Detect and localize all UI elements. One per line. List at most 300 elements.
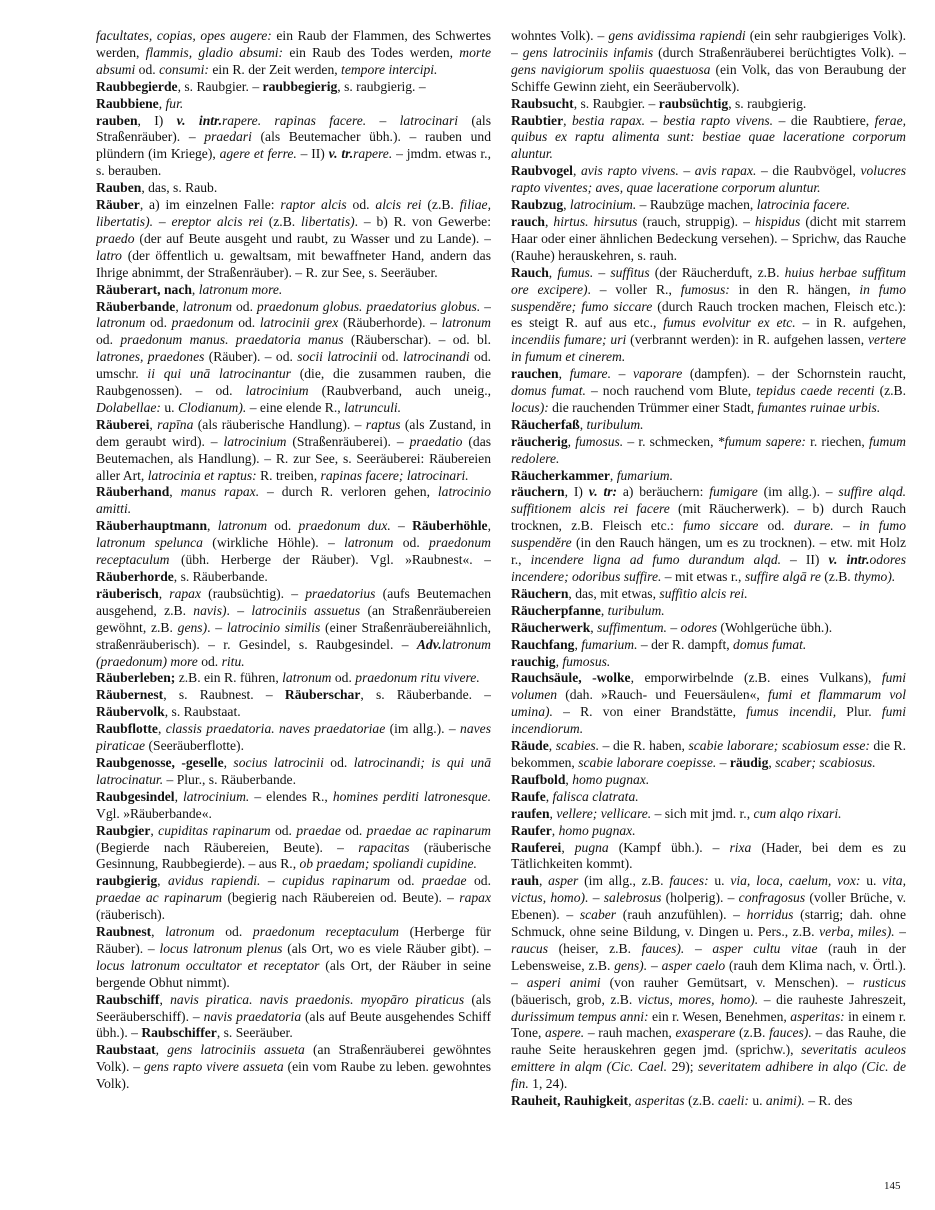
latin-text: suffitio alcis rei. (659, 585, 748, 601)
latin-text: praedonum receptaculum (252, 924, 399, 940)
headword: Raubnest (96, 924, 152, 940)
latin-text: severitatem adhibere in alqo (Cic. de fin. (511, 1059, 906, 1092)
entry-text: – R. von einer Brandstätte, (552, 704, 747, 720)
entry-text: (dicht mit starrem Haar oder einer ähnlichen Bedeckung versehen). – Sprichw, das Rauche (Rauhe) herauskehren, s. rauh. (511, 213, 906, 263)
latin-text: latronum (praedonum) more (96, 636, 491, 669)
headword: Rauchfang (511, 636, 575, 652)
entry-text: od. (214, 924, 253, 940)
entry-text: , (487, 518, 491, 534)
dictionary-entry (96, 96, 491, 113)
latin-text: Dolabellae: (96, 399, 161, 415)
entry-text: , (169, 484, 181, 500)
latin-text: fauces). (641, 940, 685, 956)
latin-text: filiae, libertatis). – ereptor alcis rei (96, 197, 491, 229)
headword: Rauben (96, 180, 142, 196)
entry-text: (z.B. (421, 197, 460, 213)
dictionary-entry (511, 603, 906, 620)
dictionary-entry (96, 586, 491, 671)
latin-text: fumi incendiorum. (511, 704, 906, 737)
latin-text: fur. (165, 95, 184, 111)
latin-text: Clodianum). (177, 399, 247, 415)
entry-text: (räuberische Gesinnung, Raubbegierde). – aus R., (96, 839, 491, 872)
dictionary-entry (511, 873, 906, 1093)
entry-text: , s. Raubnest. – (163, 687, 285, 703)
entry-text: (voller Brüche, v. Ebenen). – (511, 890, 906, 923)
entry-text: – rauh machen, (584, 1025, 676, 1041)
entry-text: od. (233, 315, 260, 331)
latin-text: asperitas: (790, 1008, 845, 1024)
entry-text: (z.B. (874, 383, 906, 399)
entry-text: – (588, 890, 604, 906)
latin-text: fumo siccare (683, 518, 759, 534)
latin-text: raucus (511, 940, 549, 956)
latin-text: fumarium. (581, 636, 638, 652)
entry-text: (als Zustand, in dem geraubt wird). – (96, 416, 491, 449)
entry-text: – die R. haben, (599, 738, 689, 754)
entry-text: (rauch, struppig). – (637, 213, 755, 229)
entry-text: (Seeräuberflotte). (145, 738, 244, 754)
headword: raubbegierig (262, 78, 338, 94)
latin-text: ritu. (221, 653, 245, 669)
dictionary-entry (511, 214, 906, 265)
latin-text: fumare. – vaporare (569, 366, 683, 382)
latin-text: asperi animi (526, 974, 601, 990)
dictionary-entry (96, 180, 491, 197)
dictionary-entry (96, 417, 491, 485)
headword: rauchen (511, 366, 559, 382)
entry-text: (verbrannt werden): in R. aufgehen lassen, (626, 332, 868, 348)
latin-text: durissimum tempus anni: (511, 1008, 649, 1024)
entry-text: Plur. (836, 704, 882, 720)
entry-text: (raubsüchtig). – (201, 585, 306, 601)
dictionary-entry (511, 840, 906, 874)
dictionary-entry (96, 721, 491, 755)
entry-text: od. (758, 518, 794, 534)
latin-text: praedonum dux. (298, 518, 391, 534)
entry-text: (der auf Beute ausgeht und raubt, zu Wasser und zu Lande). – (134, 230, 491, 246)
entry-text: od. (346, 197, 376, 213)
entry-text: (rauh dem Klima nach, v. Örtl.). – (511, 957, 906, 990)
entry-text: (Hader, bei dem es zu Tätlichkeiten kommt). (511, 839, 906, 872)
latin-text: severitatis aculeos emittere in alqm (Cic. Cael. (511, 1042, 906, 1075)
latin-text: latrocinia et raptus: (147, 467, 257, 483)
entry-text: (Raubverband, auch uneig., (308, 383, 491, 399)
entry-text: – durch R. verloren gehen, (259, 484, 438, 500)
headword: Räucherwerk (511, 619, 591, 635)
entry-text: – Plur., s. Räuberbande. (163, 771, 296, 787)
entry-text: (z.B. (262, 213, 302, 229)
latin-text: praedo (96, 230, 135, 246)
dictionary-entry (96, 924, 491, 992)
headword: Räubernest (96, 687, 164, 703)
entry-text: od. (232, 298, 257, 314)
latin-text: latrociniis assuetus (251, 602, 361, 618)
entry-text: (als Beutemacher übh.). – rauben und plündern (im Kriege), (96, 129, 491, 162)
grammar-label: v. tr. (328, 146, 354, 162)
entry-text: (durch Straßenräuberei berüchtigtes Volk). – (653, 44, 906, 60)
entry-text: – (894, 924, 906, 940)
latin-text: rusticus (862, 974, 906, 990)
entry-text: (in den Rauch hängen, um es zu trocknen). – etw. mit Holz r., (511, 535, 906, 568)
entry-text: , das, mit etwas, (568, 585, 660, 601)
entry-text: (einer Straßenräubereiähnlich, straßenräuberisch). – r. Gesindel, s. Raubgesindel. – (96, 619, 491, 652)
latin-text: rapax (169, 585, 201, 601)
headword: Räuberschar (284, 687, 361, 703)
headword: Räuberei (96, 416, 150, 432)
latin-text: via, loca, caelum, vox: (730, 873, 861, 889)
latin-text: rapinas facere; latrocinari. (320, 467, 469, 483)
entry-text: (ein sehr raubgieriges Volk). – (511, 28, 906, 60)
headword: Räuberart, nach (96, 281, 192, 297)
headword: Räuberhand (96, 484, 170, 500)
dictionary-entry (511, 366, 906, 417)
latin-text: fumosus: (680, 281, 730, 297)
entry-text: , das, s. Raub. (141, 180, 218, 196)
latin-text: suffimentum. – odores (597, 619, 718, 635)
entry-text: od. (267, 518, 299, 534)
entry-text: a) beräuchern: (617, 484, 710, 500)
entry-text: (als Straßenräuber). – (96, 112, 491, 145)
entry-text: , (158, 95, 166, 111)
entry-text: , (175, 298, 183, 314)
entry-text: wohntes Volk). – (511, 28, 609, 43)
latin-text: latrocinium. (182, 788, 250, 804)
entry-text: – elendes R., (249, 788, 333, 804)
latin-text: avis rapto vivens. – avis rapax. (580, 163, 757, 179)
entry-text: , (174, 788, 183, 804)
latin-text: latronum (282, 670, 332, 686)
latin-text: ob praedam; spoliandi cupidine. (299, 856, 477, 872)
entry-text: . – b) R. von Gewerbe: (354, 213, 491, 229)
latin-text: praedonum globus. praedatorius globus. – latronum (96, 298, 491, 331)
latin-text: falisca clatrata. (552, 788, 639, 804)
entry-text: – das Rauhe, die rauhe Seite herauskehren gegen jmd. (sprichw.), (511, 1025, 906, 1058)
latin-text: gens navigiorum spoliis quaestuosa (511, 61, 711, 77)
headword: Raubtier (511, 112, 564, 128)
entry-text: (von rauher Gemütsart, v. Menschen). – (600, 974, 863, 990)
entry-text: , s. raubgierig. – (337, 78, 426, 94)
headword: Raubbiene (96, 95, 159, 111)
dictionary-entry (511, 197, 906, 214)
entry-text: (der Räucherduft, z.B. (649, 264, 785, 280)
entry-text: (als räuberische Handlung). – (193, 416, 366, 432)
dictionary-entry (511, 637, 906, 654)
dictionary-entry (511, 738, 906, 772)
entry-text: – der R. dampft, (637, 636, 734, 652)
entry-text: (Wohlgerüche übh.). (717, 619, 833, 635)
headword: Räuberhöhle (412, 518, 488, 534)
entry-text: od. (323, 754, 354, 770)
entry-text: , (549, 805, 557, 821)
entry-text: , (565, 771, 573, 787)
entry-text: od. (135, 61, 160, 77)
headword: Raufe (511, 788, 546, 804)
entry-text: in den R. hängen, (729, 281, 860, 297)
dictionary-entry (511, 96, 906, 113)
latin-text: facultates, copias, opes augere: (96, 28, 272, 43)
headword: Räuberleben; (96, 670, 176, 686)
latin-text: durare. – in fumo suspendĕre (511, 518, 906, 551)
dictionary-entry (511, 789, 906, 806)
latin-text: confragosus (738, 890, 806, 906)
headword: Raubzug (511, 197, 564, 213)
entry-text: (Kampf übh.). – (608, 839, 730, 855)
dictionary-entry (511, 28, 906, 96)
latin-text: rixa (729, 839, 752, 855)
headword: Räuberhorde (96, 569, 174, 584)
entry-text: , s. Räuberbande. (173, 569, 268, 584)
latin-text: fumantes ruinae urbis. (757, 399, 881, 415)
entry-text: , I) (137, 112, 177, 128)
latin-text: domus fumat. (511, 383, 586, 399)
entry-text: , (574, 636, 582, 652)
headword: Raufbold (511, 771, 566, 787)
grammar-label: v. intr. (176, 112, 222, 128)
dictionary-entry (511, 434, 906, 468)
latin-text: verba, miles). (819, 924, 895, 940)
latin-text: exasperare (675, 1025, 736, 1041)
entry-text: , (151, 924, 166, 940)
entry-text: – (647, 957, 662, 973)
entry-text: od. (340, 822, 367, 838)
latin-text: scabie laborare coepisse. (578, 754, 717, 770)
entry-text: (z.B. (684, 1093, 718, 1109)
entry-text: (ein vom Raube zu leben. gewohntes Volk). (96, 1059, 491, 1092)
latin-text: latrocinandi (402, 349, 470, 365)
entry-text: (im allg.). – (757, 484, 839, 500)
entry-text: od. (331, 670, 356, 686)
entry-text: (ein Volk, das von Beraubung der Schiffe Gewinn zieht, ein Seeräubervolk). (511, 61, 906, 94)
latin-text: rapacitas (358, 839, 410, 855)
dictionary-entry (96, 197, 491, 282)
dictionary-entry (96, 1042, 491, 1093)
entry-text: – II) (296, 146, 329, 162)
headword: Raubschiffer (141, 1025, 217, 1041)
headword: Rauferei (511, 839, 562, 855)
entry-text: – die rauheste Jahreszeit, (758, 991, 906, 1007)
latin-text: tempore intercipi. (341, 61, 438, 77)
entry-text: die rauchenden Trümmer einer Stadt, (548, 399, 758, 415)
latin-text: latrocinium (245, 383, 309, 399)
entry-text: , (544, 213, 554, 229)
grammar-label: v. tr: (588, 484, 618, 500)
dictionary-entry (511, 620, 906, 637)
headword: Raubgesindel (96, 788, 175, 804)
entry-text: – R. des (804, 1093, 853, 1109)
entry-text: (heiser, z.B. (548, 940, 642, 956)
entry-text: , (207, 518, 218, 534)
entry-text: – r. schmecken, (623, 433, 718, 449)
headword: Räude (511, 738, 549, 754)
entry-text: (das Beutemachen, als Handlung). – R. zur See, s. Seeräuberei: Räubereien aller Art, (96, 433, 491, 483)
entry-text: (dah. »Rauch- und Feuersäulen«, (557, 687, 769, 703)
dictionary-entry (511, 113, 906, 164)
entry-text: , a) im einzelnen Falle: (139, 197, 281, 213)
headword: Räuberhauptmann (96, 518, 208, 534)
entry-text: od. umschr. (96, 349, 491, 382)
dictionary-entry (511, 468, 906, 485)
entry-text: (z.B. (820, 569, 855, 584)
headword: rauchig (511, 653, 556, 669)
latin-text: thymo). (854, 569, 896, 584)
latin-text: praedari (204, 129, 252, 145)
dictionary-entry (511, 670, 906, 738)
entry-text: – Raubzüge machen, (636, 197, 757, 213)
dictionary-entry (96, 282, 491, 299)
headword: Räuchern (511, 585, 569, 601)
entry-text: (als Seeräuberschiff). – (96, 991, 491, 1024)
dictionary-entry (511, 823, 906, 840)
latin-text: fauces: (669, 873, 709, 889)
latin-text: gens latrociniis infamis (522, 44, 654, 60)
latin-text: latrocinii grex (259, 315, 339, 331)
headword: Räucherpfanne (511, 602, 601, 618)
dictionary-entry (96, 992, 491, 1043)
entry-text: , s. Raubgier. – (177, 78, 263, 94)
entry-text: (Straßenräuberei). – (286, 433, 410, 449)
dictionary-entry (96, 755, 491, 789)
headword: rauch (511, 213, 545, 229)
latin-text: homo pugnax. (572, 771, 650, 787)
headword: Rauheit, Rauhigkeit (511, 1093, 629, 1109)
entry-text: od. (145, 315, 172, 331)
entry-text: , emporwirbelnde (z.B. eines Vulkans), (630, 670, 882, 686)
latin-text: vertere in fumum et cinerem. (511, 332, 906, 365)
latin-text: volucres rapto viventes; aves, quae laceratione corporum aluntur. (511, 163, 906, 196)
latin-text: pugna (574, 839, 609, 855)
latin-text: animi). (765, 1093, 805, 1109)
entry-text: (durch Rauch trocken machen, Fleisch etc.): es steigt R. auf aus etc., (511, 298, 906, 331)
latin-text: scaber; scabiosus. (775, 754, 876, 770)
entry-text: – (716, 754, 730, 770)
entry-text: (rauh anzufühlen). – (616, 907, 747, 923)
entry-text: , (149, 416, 158, 432)
latin-text: in fumo suspendĕre; fumo siccare (511, 281, 906, 314)
entry-text: , (567, 433, 576, 449)
dictionary-entry (96, 113, 491, 181)
entry-text: , (558, 366, 570, 382)
entry-text: u. (860, 873, 883, 889)
latin-text: vellere; vellicare. (556, 805, 652, 821)
entry-text: , (155, 1042, 168, 1058)
latin-text: fumosus. (575, 433, 624, 449)
latin-text: locus latronum plenus (159, 940, 283, 956)
latin-text: socius latrocinii (233, 754, 324, 770)
latin-text: suffire algā re (744, 569, 821, 584)
entry-text: od. (393, 535, 430, 551)
latin-text: rapīna (157, 416, 194, 432)
latin-text: libertatis) (301, 213, 355, 229)
latin-text: fumigare (709, 484, 758, 500)
left-column (96, 28, 491, 1186)
latin-text: cupiditas rapinarum (158, 822, 271, 838)
entry-text: (holperig). – (661, 890, 739, 906)
entry-text: (räuberisch). (96, 907, 166, 923)
headword: raubsüchtig (658, 95, 729, 111)
latin-text: rapax (459, 890, 491, 906)
grammar-label: Adv. (416, 636, 442, 652)
entry-text: 1, 24). (528, 1076, 568, 1092)
entry-text: ein Raub der Flammen, des Schwertes werden, (96, 28, 491, 60)
latin-text: homines perditi latronesque. (332, 788, 491, 804)
latin-text: scabies. (555, 738, 600, 754)
entry-text: , (548, 264, 558, 280)
headword: Räucherfaß (511, 416, 580, 432)
latin-text: bestia rapax. – bestia rapto vivens. (572, 112, 774, 128)
headword: Raubsucht (511, 95, 574, 111)
entry-text: (die, die zusammen rauben, die Raubgenossen). – od. (96, 366, 491, 399)
headword: Raubvogel (511, 163, 573, 179)
latin-text: scabie laborare; scabiosum esse: (688, 738, 870, 754)
entry-text: , s. raubgierig. (728, 95, 807, 111)
latin-text: latronum (217, 518, 268, 534)
right-column (511, 28, 906, 1186)
entry-text: R. treiben, (256, 467, 321, 483)
entry-text: (dampfen). – der Schornstein raucht, (682, 366, 906, 382)
latin-text: navis) (193, 602, 227, 618)
entry-text: (Räuber). – od. (204, 349, 298, 365)
entry-text: , (157, 873, 169, 889)
latin-text: gens avidissima rapiendi (608, 28, 746, 43)
latin-text: cum alqo rixari. (753, 805, 842, 821)
dictionary-entry (511, 484, 906, 585)
entry-text: (Räuberschar). – od. bl. (343, 332, 491, 348)
entry-text: – noch rauchend vom Blute, (585, 383, 757, 399)
latin-text: fumus. – suffitus (557, 264, 650, 280)
latin-text: latrunculi. (344, 399, 402, 415)
latin-text: manus rapax. (180, 484, 260, 500)
latin-text: socii latrocinii (297, 349, 378, 365)
latin-text: morte absumi (96, 44, 491, 77)
latin-text: praedonum receptaculum (96, 535, 491, 568)
headword: Raubstaat (96, 1042, 156, 1058)
latin-text: locus latronum occultator et receptator (96, 957, 320, 973)
dictionary-entry (96, 687, 491, 721)
entry-text: – die Raubvögel, (756, 163, 861, 179)
entry-text: 29); (667, 1059, 699, 1075)
latin-text: avidus rapiendi. – cupidus rapinarum (168, 873, 391, 889)
entry-text: – jmdm. etwas r., s. berauben. (96, 146, 491, 179)
entry-text: (aufs Beutemachen ausgehend, z.B. (96, 585, 491, 618)
headword: räucherig (511, 433, 568, 449)
dictionary-entry (96, 789, 491, 823)
latin-text: fumosus. (562, 653, 611, 669)
latin-text: gens latrociniis assueta (167, 1042, 305, 1058)
latin-text: latronum spelunca (96, 535, 203, 551)
entry-text: (bäuerisch, grob, z.B. (511, 991, 638, 1007)
latin-text: praedae ac rapinarum (96, 890, 223, 906)
latin-text: praedae (296, 822, 341, 838)
headword: Raubschiff (96, 991, 160, 1007)
latin-text: aspere. (545, 1025, 585, 1041)
entry-text: , (191, 281, 199, 297)
entry-text: , (538, 873, 549, 889)
latin-text: gens rapto vivere assueta (144, 1059, 284, 1075)
latin-text: raptor alcis (280, 197, 347, 213)
latin-text: flammis, gladio absumi: (145, 44, 284, 60)
headword: Raubgenosse, -geselle (96, 754, 224, 770)
latin-text: hispidus (754, 213, 801, 229)
latin-text: latronum more. (198, 281, 283, 297)
entry-text: , (600, 602, 608, 618)
dictionary-entry (511, 1093, 906, 1110)
headword: Räuberbande (96, 298, 176, 314)
dictionary-entry (511, 772, 906, 789)
latin-text: fumus incendii, (746, 704, 837, 720)
entry-text: (an Straßenräubereien gewöhnt, z.B. (96, 602, 491, 635)
entry-text: , s. Raubstaat. (164, 704, 241, 720)
entry-text: od. (270, 822, 297, 838)
